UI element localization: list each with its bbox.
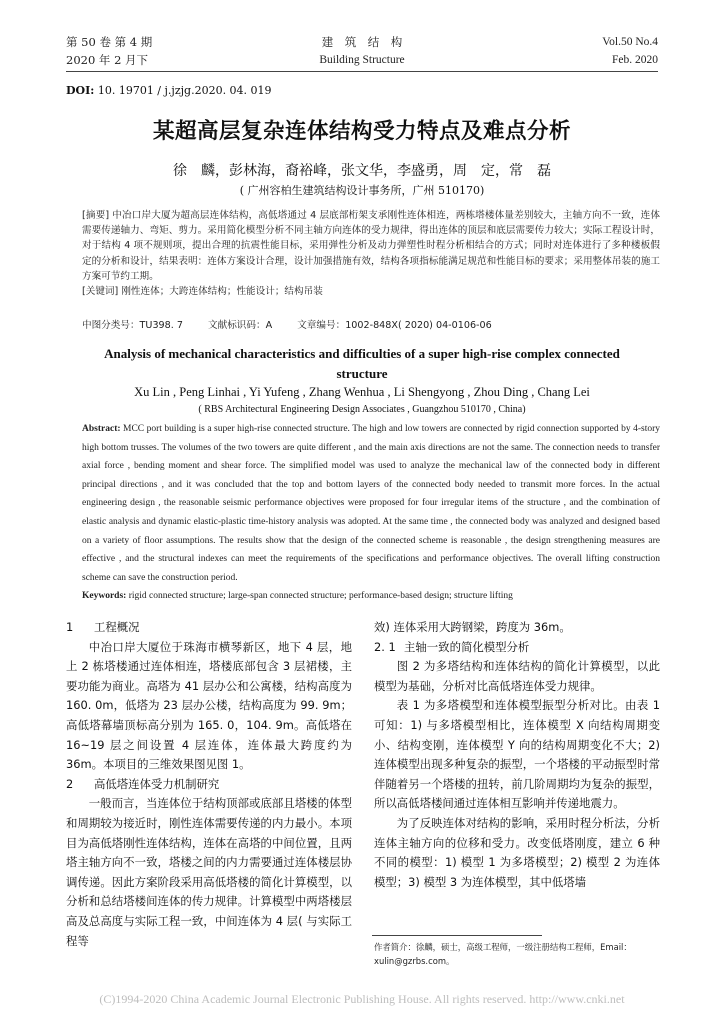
header-volume-en: Vol.50 No.4 [602,36,658,48]
authors-en: Xu Lin , Peng Linhai , Yi Yufeng , Zhang Wenhua , Li Shengyong , Zhou Ding , Chang Lei [134,385,590,399]
abstract-en-label: Abstract: [82,424,121,434]
section-2-number: 2 [66,776,74,791]
keywords-en: rigid connected structure; large-span connected structure; performance-based design; structure lifting [128,591,513,602]
keywords-en-label: Keywords: [82,591,127,602]
section-2-1-paragraph-2: 表 1 为多塔模型和连体模型振型分析对比。由表 1 可知：1) 与多塔模型相比，连体模型 X 向结构周期变小、结构变刚，连体模型 Y 向的结构周期变化不大；2) 连体模型出现多种复杂的振型，一个塔楼的平动振型时常伴随着另一个塔楼的扭转，前几阶周期均为复杂的振型，所以高低塔楼间通过连体相互影响并传递地震力。 [374,698,660,811]
author-footnote: 作者简介：徐麟，硕士，高级工程师，一级注册结构工程师，Email：xulin@gzrbs.com。 [374,942,632,966]
section-2-1-heading [374,638,660,658]
abstract-en-text: MCC port building is a super high-rise connected structure. The high and low towers are connected by rigid connection supported by 4-story high bottom trusses. The volumes of the two towers are quite different , and the main axis directions are not the same. The connection needs to transfer axial force , bending moment and shear force. The simplified model was used to analyze the mechanical law of the connected body in different principal directions , and it was concluded that the top and bottom layers of the connected body needed to transmit more forces. In the actual engineering design , the reasonable seismic performance objectives were proposed for four irregular items of the structure , and the combination of elastic analysis and dynamic elastic-plastic time-history analysis was adopted. At the same time , the connected body was analyzed and designed based on a variety of floor assumptions. The results show that the design of the connected scheme is reasonable , the design strengthening measures are effective , and the structural indexes can meet the requirements of the specifications and performance objectives. The overall lifting construction scheme can save the construction period. [82,424,660,583]
header-date-en: Feb. 2020 [612,54,658,66]
header-volume-cn: 第 50 卷 第 4 期 [66,35,153,49]
affiliation-cn: ( 广州容柏生建筑结构设计事务所，广州 510170) [239,184,485,197]
body-left-column [66,618,352,951]
abstract-cn-label: [摘要] [82,210,110,221]
section-1-title: 工程概况 [94,620,140,634]
doi-value: 10. 19701 / j.jzjg.2020. 04. 019 [97,84,272,97]
classification-line [82,317,514,331]
section-1-heading [66,618,352,638]
section-2-1-number: 2. 1 [374,639,396,654]
section-2-paragraph: 一般而言，当连体位于结构顶部或底部且塔楼的体型和周期较为接近时，刚性连体需要传递的内力最小。本项目为高低塔刚性连体结构，连体在高塔的中间位置，且两塔主轴方向不一致，塔楼之间的内力需要通过连体楼层协调传递。因此方案阶段采用高低塔楼的简化计算模型，以分析和总结塔楼间连体的传力规律。计算模型中两塔楼层高及总高度与实际工程一致，中间连体为 4 层( 与实际工程等 [66,796,352,948]
section-2-1-title: 主轴一致的简化模型分析 [404,639,530,654]
section-1-paragraph: 中冶口岸大厦位于珠海市横琴新区，地下 4 层，地上 2 栋塔楼通过连体相连，塔楼底部包含 3 层裙楼，主要功能为商业。高塔为 41 层办公和公寓楼，结构高度为 160. 0m，低塔为 23 层办公楼，结构高度为 99. 9m；高低塔幕墙顶标高分别为 165. 0，104. 9m。高低塔在 16~19 层之间设置 4 层连体，连体最大跨度约为 36m。本项目的三维效果图见图 1。 [66,639,352,772]
keywords-cn: 刚性连体；大跨连体结构；性能设计；结构吊装 [121,286,323,298]
section-2-title: 高低塔连体受力机制研究 [94,776,220,791]
document-code: 文献标识码：A [208,320,273,331]
doi [66,84,272,97]
section-2-1-paragraph-3: 为了反映连体对结构的影响，采用时程分析法，分析连体主轴方向的位移和受力。改变低塔刚度，建立 6 种不同的模型：1) 模型 1 为多塔模型；2) 模型 2 为连体模型；3) 模型 3 为连体模型，其中低塔墙 [374,815,660,889]
body-right-column [374,618,660,892]
abstract-en [82,420,660,606]
section-1-number: 1 [66,620,74,634]
header-journal-en: Building Structure [319,54,405,66]
header-rule [66,71,658,72]
clc-number: 中图分类号：TU398. 7 [82,320,183,331]
title-cn: 某超高层复杂连体结构受力特点及难点分析 [152,119,571,144]
section-2-heading [66,775,352,795]
continued-paragraph: 效) 连体采用大跨钢梁，跨度为 36m。 [374,620,571,634]
abstract-cn-text: 中冶口岸大厦为超高层连体结构，高低塔通过 4 层底部桁架支承刚性连体相连，两栋塔楼体量差别较大，主轴方向不一致，连体需要传递轴力、弯矩、剪力。采用简化模型分析不同主轴方向连体的受力规律，得出连体的顶层和底层需要传力较大；实际工程设计时，对于结构 4 项不规则项，提出合理的抗震性能目标，采用弹性分析及动力弹塑性时程分析相结合的方式；同时对连体进行了多种楼板假定的分析和设计，结果表明：连体方案设计合理，设计加强措施有效，结构各项指标能满足规范和性能目标的要求；采用整体吊装的施工方案可节约工期。 [82,210,660,282]
abstract-cn [82,208,660,299]
footnote-rule [372,935,542,936]
copyright-line: (C)1994-2020 China Academic Journal Electronic Publishing House. All rights reserved. http://www.cnki.net [99,992,625,1006]
header-journal-cn: 建 筑 结 构 [321,35,403,49]
section-2-1-paragraph-1: 图 2 为多塔结构和连体结构的简化计算模型，以此模型为基础，分析对比高低塔连体受力规律。 [374,659,660,693]
keywords-cn-label: [关键词] [82,286,119,298]
affiliation-en: ( RBS Architectural Engineering Design Associates , Guangzhou 510170 , China) [198,404,526,415]
header-date-cn: 2020 年 2 月下 [66,53,149,67]
doi-label: DOI: [66,84,95,97]
article-number: 文章编号：1002-848X( 2020) 04-0106-06 [297,320,492,331]
title-en: Analysis of mechanical characteristics and difficulties of a super high-rise complex connected structure [104,346,620,381]
authors-cn: 徐 麟，彭林海，裔裕峰，张文华，李盛勇，周 定，常 磊 [173,163,551,179]
